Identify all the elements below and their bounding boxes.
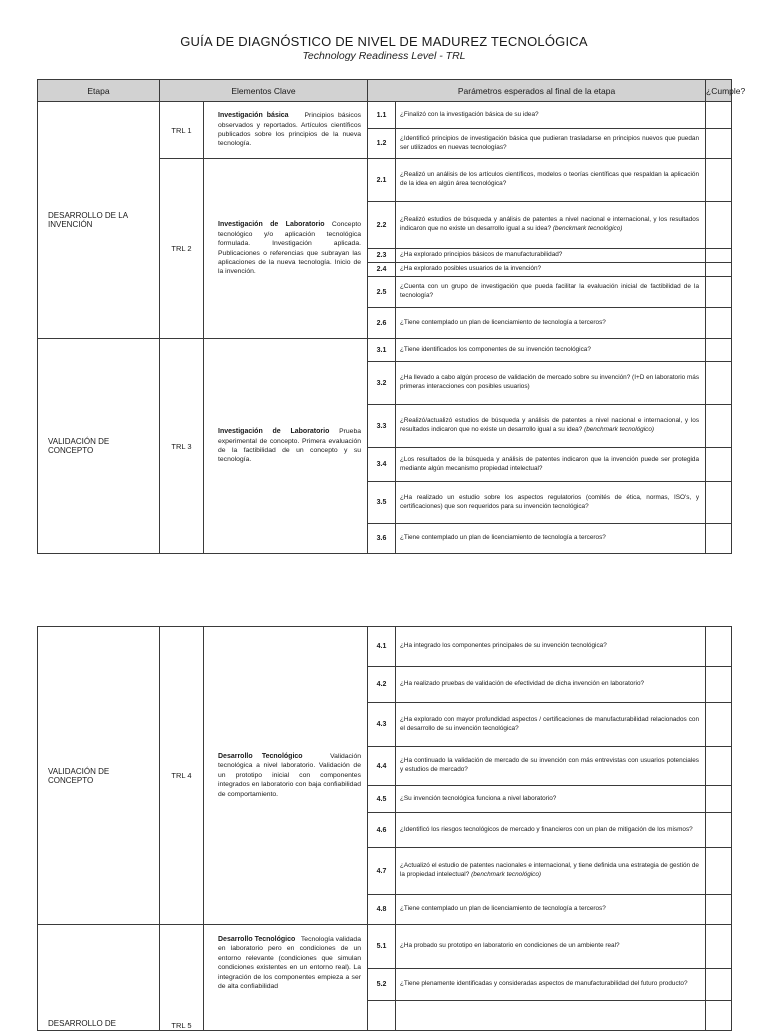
question-text: ¿Su invención tecnológica funciona a nivel laboratorio? <box>396 786 706 813</box>
question-text: ¿Tiene contemplado un plan de licenciamiento de tecnología a terceros? <box>396 524 706 554</box>
header-stage: Etapa <box>38 80 160 102</box>
key-elements-cell <box>204 925 368 1031</box>
table-row <box>38 102 732 129</box>
complies-cell[interactable] <box>706 249 732 263</box>
question-text: ¿Ha llevado a cabo algún proceso de validación de mercado sobre su invención? (I+D en laboratorio más primeras interacciones con posibles usuarios) <box>396 362 706 405</box>
trl-label: TRL 2 <box>160 159 204 339</box>
question-number: 2.1 <box>368 159 396 202</box>
question-number: 4.6 <box>368 813 396 848</box>
complies-cell[interactable] <box>706 969 732 1001</box>
complies-cell[interactable] <box>706 102 732 129</box>
complies-cell[interactable] <box>706 362 732 405</box>
complies-cell[interactable] <box>706 159 732 202</box>
question-text: ¿Tiene contemplado un plan de licenciamiento de tecnología a terceros? <box>396 308 706 339</box>
question-text: ¿Los resultados de la búsqueda y análisis de patentes indicaron que la invención puede ser protegida mediante algún mecanismo propiedad intelectual? <box>396 448 706 482</box>
complies-cell[interactable] <box>706 627 732 667</box>
question-main: ¿Actualizó el estudio de patentes nacionales e internacional, y tiene definida una estrategia de gestión de la propiedad intelectual? <box>400 862 699 878</box>
stage-cell: DESARROLLO DE <box>38 925 160 1031</box>
header-complies: ¿Cumple? <box>706 80 732 102</box>
complies-cell[interactable] <box>706 703 732 747</box>
complies-cell[interactable] <box>706 925 732 969</box>
question-text: ¿Ha realizado un estudio sobre los aspectos regulatorios (comités de ética, normas, ISO's, y certificaciones) que son requeridos para su invención tecnológica? <box>396 482 706 524</box>
question-text: ¿Ha explorado principios básicos de manufacturabilidad? <box>396 249 706 263</box>
question-text: ¿Tiene plenamente identificadas y consideradas aspectos de manufacturabilidad del futuro producto? <box>396 969 706 1001</box>
question-number: 2.2 <box>368 202 396 249</box>
complies-cell[interactable] <box>706 202 732 249</box>
header-elements: Elementos Clave <box>160 80 368 102</box>
question-text <box>396 405 706 448</box>
trl-label: TRL 4 <box>160 627 204 925</box>
key-element-text: Validación tecnológica a nivel laboratorio. Validación de un prototipo inicial con componentes integrados en laboratorio con baja confiabilidad de comportamiento. <box>218 752 361 798</box>
question-number: 4.7 <box>368 848 396 895</box>
key-elements-cell <box>204 627 368 925</box>
question-text: ¿Realizó un análisis de los artículos científicos, modelos o teorías científicas que respaldan la aplicación de la idea en algún área tecnológica? <box>396 159 706 202</box>
trl-label: TRL 5 <box>160 925 204 1031</box>
key-element-title: Investigación básica <box>218 112 289 120</box>
stage-cell: VALIDACIÓN DE CONCEPTO <box>38 339 160 554</box>
question-number: 3.5 <box>368 482 396 524</box>
complies-cell[interactable] <box>706 339 732 362</box>
question-text: ¿Cuenta con un grupo de investigación que pueda facilitar la evaluación inicial de factibilidad de la tecnología? <box>396 277 706 308</box>
question-number: 2.6 <box>368 308 396 339</box>
key-element-title: Desarrollo Tecnológico <box>218 936 296 943</box>
question-number: 4.4 <box>368 747 396 786</box>
question-number: 2.3 <box>368 249 396 263</box>
key-element-text: Concepto tecnológico y/o aplicación tecnológica formulada. Investigación aplicada. Publicaciones o referencias que subrayan las aplicaciones de la nueva tecnología. Inicio de la invención. <box>218 221 362 276</box>
question-text: ¿Ha probado su prototipo en laboratorio en condiciones de un ambiente real? <box>396 925 706 969</box>
question-number: 3.1 <box>368 339 396 362</box>
question-number: 4.8 <box>368 895 396 925</box>
question-number: 3.3 <box>368 405 396 448</box>
trl-label: TRL 1 <box>160 102 204 159</box>
complies-cell[interactable] <box>706 448 732 482</box>
question-number: 3.6 <box>368 524 396 554</box>
question-note: (benckmark tecnológico) <box>552 225 623 232</box>
complies-cell[interactable] <box>706 786 732 813</box>
question-text <box>396 1001 706 1031</box>
question-number: 2.4 <box>368 263 396 277</box>
trl-table-part-1 <box>37 79 746 554</box>
table-header-row <box>38 80 732 102</box>
table-row <box>38 339 732 362</box>
question-note: (benchmark tecnológico) <box>584 426 655 433</box>
question-number: 3.2 <box>368 362 396 405</box>
complies-cell[interactable] <box>706 263 732 277</box>
question-text: ¿Tiene contemplado un plan de licenciamiento de tecnología a terceros? <box>396 895 706 925</box>
page-title: GUÍA DE DIAGNÓSTICO DE NIVEL DE MADUREZ TECNOLÓGICA <box>180 34 588 49</box>
question-number: 5.2 <box>368 969 396 1001</box>
question-number: 2.5 <box>368 277 396 308</box>
question-number: 4.1 <box>368 627 396 667</box>
table-row <box>38 925 732 969</box>
question-main: ¿Realizó estudios de búsqueda y análisis de patentes a nivel nacional e internacional, y los resultados indicaron que no existe un desarrollo igual a su idea? <box>400 216 700 232</box>
key-elements-cell <box>204 159 368 339</box>
question-text: ¿Ha continuado la validación de mercado de su invención con más entrevistas con usuarios potenciales y estudios de mercado? <box>396 747 706 786</box>
question-text: ¿Ha explorado posibles usuarios de la invención? <box>396 263 706 277</box>
question-number: 3.4 <box>368 448 396 482</box>
question-text: ¿Ha integrado los componentes principales de su invención tecnológica? <box>396 627 706 667</box>
question-number: 4.2 <box>368 667 396 703</box>
header-params: Parámetros esperados al final de la etapa <box>368 80 706 102</box>
key-element-text: Prueba experimental de concepto. Primera evaluación de la factibilidad de un concepto y su tecnología. <box>218 428 362 464</box>
question-text: ¿Tiene identificados los componentes de su invención tecnológica? <box>396 339 706 362</box>
question-text: ¿Ha realizado pruebas de validación de efectividad de dicha invención en laboratorio? <box>396 667 706 703</box>
question-note: (benchmark tecnológico) <box>471 871 542 878</box>
question-number: 1.2 <box>368 129 396 159</box>
question-number <box>368 1001 396 1031</box>
complies-cell[interactable] <box>706 1001 732 1031</box>
stage-cell: DESARROLLO DE LA INVENCIÓN <box>38 102 160 339</box>
stage-cell: VALIDACIÓN DE CONCEPTO <box>38 627 160 925</box>
question-text: ¿Ha explorado con mayor profundidad aspectos / certificaciones de manufacturabilidad relacionados con el desarrollo de su invención tecnológica? <box>396 703 706 747</box>
complies-cell[interactable] <box>706 524 732 554</box>
complies-cell[interactable] <box>706 308 732 339</box>
question-text: ¿Finalizó con la investigación básica de su idea? <box>396 102 706 129</box>
question-main: ¿Realizó/actualizó estudios de búsqueda y análisis de patentes a nivel nacional e internacional, y los resultados indicaron que no existe un desarrollo igual a su idea? <box>400 417 700 433</box>
key-element-text: Tecnología validada en laboratorio pero en condiciones de un entorno relevante (condiciones que simulan condiciones existentes en un entorno real). La integración de los componentes empieza a ser de alta confiabilidad <box>218 936 361 991</box>
complies-cell[interactable] <box>706 848 732 895</box>
question-number: 4.5 <box>368 786 396 813</box>
complies-cell[interactable] <box>706 895 732 925</box>
key-elements-cell <box>204 102 368 159</box>
question-number: 4.3 <box>368 703 396 747</box>
complies-cell[interactable] <box>706 813 732 848</box>
complies-cell[interactable] <box>706 405 732 448</box>
complies-cell[interactable] <box>706 129 732 159</box>
key-element-title: Investigación de Laboratorio <box>218 221 325 229</box>
key-element-text: Principios básicos observados y reportados. Artículos científicos publicados sobre los principios de la nueva tecnología. <box>218 112 362 148</box>
trl-label: TRL 3 <box>160 339 204 554</box>
key-elements-cell <box>204 339 368 554</box>
trl-table-part-2 <box>37 626 732 1031</box>
question-text <box>396 848 706 895</box>
question-text: ¿Identificó principios de investigación básica que pudieran trasladarse en principios nuevos que puedan ser utilizados en nuevas tecnologías? <box>396 129 706 159</box>
question-text: ¿Identificó los riesgos tecnológicos de mercado y financieros con un plan de mitigación de los mismos? <box>396 813 706 848</box>
key-element-title: Desarrollo Tecnológico <box>218 752 303 760</box>
page-subtitle: Technology Readiness Level - TRL <box>302 50 466 62</box>
table-row <box>38 627 732 667</box>
key-element-title: Investigación de Laboratorio <box>218 428 330 436</box>
question-text <box>396 202 706 249</box>
question-number: 5.1 <box>368 925 396 969</box>
question-number: 1.1 <box>368 102 396 129</box>
complies-cell[interactable] <box>706 482 732 524</box>
complies-cell[interactable] <box>706 747 732 786</box>
complies-cell[interactable] <box>706 277 732 308</box>
complies-cell[interactable] <box>706 667 732 703</box>
